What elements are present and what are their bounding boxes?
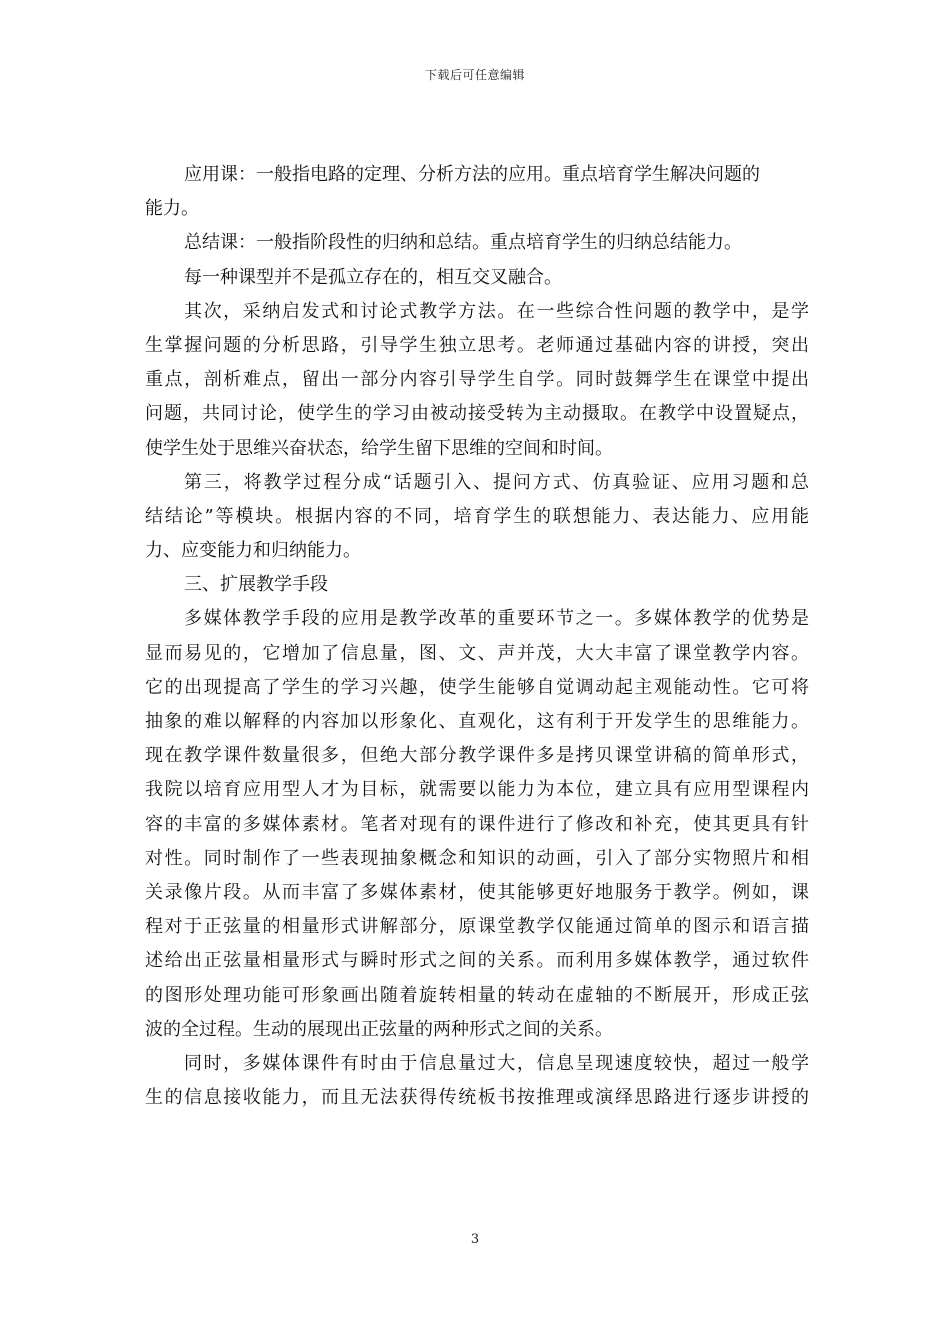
text-line: 的图形处理功能可形象画出随着旋转相量的转动在虚轴的不断展开，形成正弦 bbox=[145, 984, 809, 1006]
text-line: 关录像片段。从而丰富了多媒体素材，使其能够更好地服务于教学。例如，课 bbox=[145, 881, 809, 903]
text-line: 程对于正弦量的相量形式讲解部分，原课堂教学仅能通过简单的图示和语言描 bbox=[145, 916, 809, 938]
text-line: 显而易见的，它增加了信息量，图、文、声并茂，大大丰富了课堂教学内容。 bbox=[145, 642, 809, 664]
body-text bbox=[145, 158, 809, 1115]
text-line: 抽象的难以解释的内容加以形象化、直观化，这有利于开发学生的思维能力。 bbox=[145, 711, 809, 732]
text-line: 多媒体教学手段的应用是教学改革的重要环节之一。多媒体教学的优势是 bbox=[184, 608, 809, 630]
text-line: 对性。同时制作了一些表现抽象概念和知识的动画，引入了部分实物照片和相 bbox=[145, 847, 809, 869]
text-line: 我院以培育应用型人才为目标，就需要以能力为本位，建立具有应用型课程内 bbox=[145, 779, 809, 801]
text-line: 重点，剖析难点，留出一部分内容引导学生自学。同时鼓舞学生在课堂中提出 bbox=[145, 369, 809, 391]
text-line: 现在教学课件数量很多，但绝大部分教学课件多是拷贝课堂讲稿的简单形式， bbox=[145, 745, 809, 767]
text-line: 总结课：一般指阶段性的归纳和总结。重点培育学生的归纳总结能力。 bbox=[184, 232, 742, 254]
text-line: 它的出现提高了学生的学习兴趣，使学生能够自觉调动起主观能动性。它可将 bbox=[145, 676, 809, 698]
text-line: 述给出正弦量相量形式与瞬时形式之间的关系。而利用多媒体教学，通过软件 bbox=[145, 950, 809, 972]
text-line: 应用课：一般指电路的定理、分析方法的应用。重点培育学生解决问题的 bbox=[184, 164, 760, 185]
text-line: 问题，共同讨论，使学生的学习由被动接受转为主动摄取。在教学中设置疑点， bbox=[145, 403, 809, 425]
text-line: 其次，采纳启发式和讨论式教学方法。在一些综合性问题的教学中，是学 bbox=[184, 300, 809, 322]
text-line: 生掌握问题的分析思路，引导学生独立思考。老师通过基础内容的讲授，突出 bbox=[145, 334, 809, 356]
section-heading: 三、扩展教学手段 bbox=[184, 574, 328, 596]
text-line: 波的全过程。生动的展现出正弦量的两种形式之间的关系。 bbox=[145, 1018, 613, 1040]
text-line: 容的丰富的多媒体素材。笔者对现有的课件进行了修改和补充，使其更具有针 bbox=[145, 813, 809, 835]
text-line: 生的信息接收能力，而且无法获得传统板书按推理或演绎思路进行逐步讲授的 bbox=[145, 1087, 809, 1109]
text-line: 力、应变能力和归纳能力。 bbox=[145, 540, 361, 562]
text-line: 每一种课型并不是孤立存在的，相互交叉融合。 bbox=[184, 266, 562, 288]
text-line: 使学生处于思维兴奋状态，给学生留下思维的空间和时间。 bbox=[145, 437, 613, 459]
text-line: 结结论”等模块。根据内容的不同，培育学生的联想能力、表达能力、应用能 bbox=[145, 505, 809, 527]
text-line: 第三，将教学过程分成“话题引入、提问方式、仿真验证、应用习题和总 bbox=[184, 471, 809, 493]
page-header: 下载后可任意编辑 bbox=[424, 68, 525, 82]
text-line: 同时，多媒体课件有时由于信息量过大，信息呈现速度较快，超过一般学 bbox=[184, 1052, 809, 1074]
text-line: 能力。 bbox=[145, 198, 199, 220]
page-number: 3 bbox=[470, 1232, 480, 1247]
